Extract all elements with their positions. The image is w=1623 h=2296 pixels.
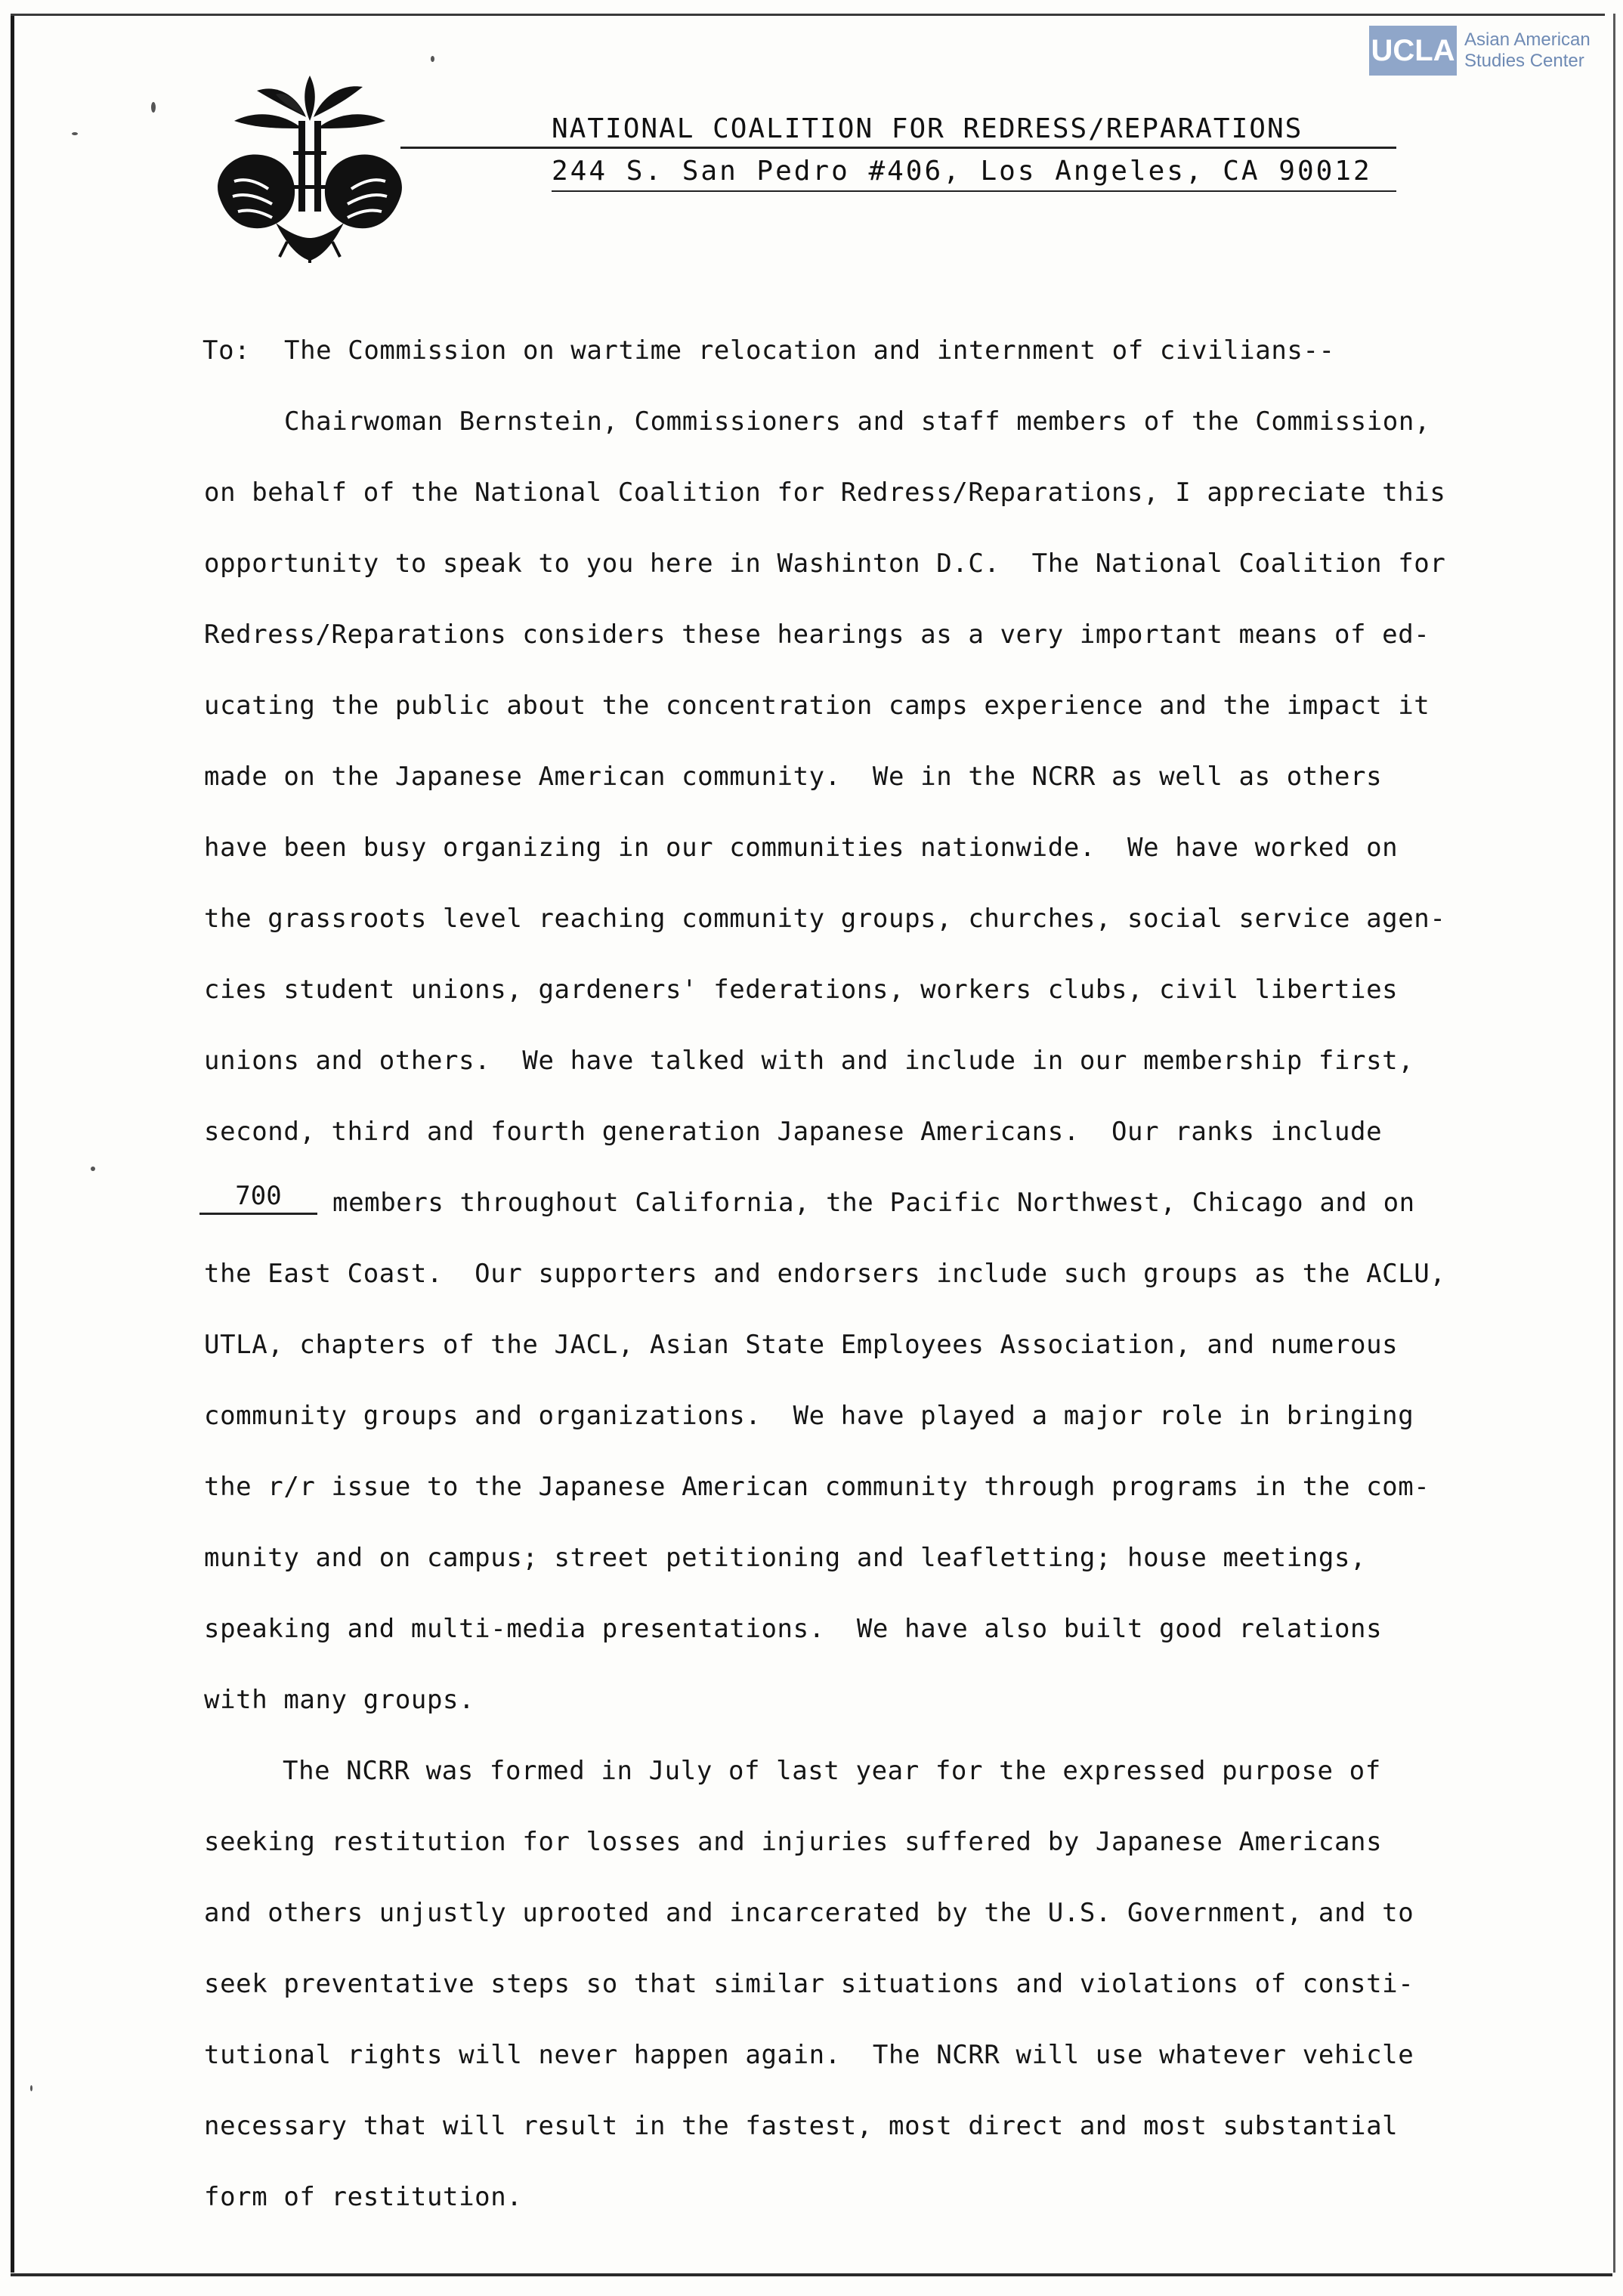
text-line: second, third and fourth generation Japanese Americans. Our ranks include — [204, 1117, 1383, 1147]
text-line: the East Coast. Our supporters and endorsers include such groups as the ACLU, — [204, 1259, 1446, 1289]
text-line: necessary that will result in the fastest, most direct and most substantial — [204, 2111, 1399, 2141]
letterhead-rule — [400, 147, 1396, 149]
text-line: seek preventative steps so that similar situations and violations of consti- — [204, 1969, 1414, 1999]
text-line: Chairwoman Bernstein, Commissioners and staff members of the Commission, — [284, 406, 1431, 437]
text-line: made on the Japanese American community. We in the NCRR as well as others — [204, 762, 1383, 792]
organization-address: 244 S. San Pedro #406, Los Angeles, CA 90012 — [552, 156, 1372, 187]
text-line: seeking restitution for losses and injuries suffered by Japanese Americans — [204, 1827, 1383, 1857]
paper-mark — [72, 132, 78, 135]
ucla-logo: UCLA — [1369, 26, 1457, 76]
text-line: The Commission on wartime relocation and internment of civilians-- — [284, 335, 1335, 366]
text-line: cies student unions, gardeners' federations, workers clubs, civil liberties — [204, 975, 1399, 1005]
page-edge-bottom — [11, 2273, 1612, 2276]
address-underline — [552, 190, 1396, 192]
text-line: munity and on campus; street petitioning and leafletting; house meetings, — [204, 1543, 1367, 1573]
paper-mark — [431, 56, 434, 62]
page-edge-left — [11, 14, 14, 2273]
text-line: the r/r issue to the Japanese American community through programs in the com- — [204, 1472, 1430, 1502]
text-line: community groups and organizations. We have played a major role in bringing — [204, 1401, 1414, 1431]
text-line: on behalf of the National Coalition for Redress/Reparations, I appreciate this — [204, 477, 1446, 508]
text-line: ucating the public about the concentration camps experience and the impact it — [204, 691, 1430, 721]
paper-mark — [30, 2085, 32, 2091]
text-line: tutional rights will never happen again. The NCRR will use whatever vehicle — [204, 2040, 1414, 2070]
ucla-aasc-badge — [1369, 26, 1609, 76]
bamboo-hands-logo-icon — [204, 68, 416, 264]
text-line: have been busy organizing in our communities nationwide. We have worked on — [204, 833, 1399, 863]
text-line: members throughout California, the Pacific Northwest, Chicago and on — [332, 1188, 1415, 1218]
text-line: the grassroots level reaching community groups, churches, social service agen- — [204, 904, 1446, 934]
text-line: and others unjustly uprooted and incarcerated by the U.S. Government, and to — [204, 1898, 1414, 1928]
text-line: Redress/Reparations considers these hearings as a very important means of ed- — [204, 620, 1430, 650]
member-count-field: 700 — [199, 1181, 317, 1215]
text-line: UTLA, chapters of the JACL, Asian State Employees Association, and numerous — [204, 1330, 1399, 1360]
paper-mark — [91, 1167, 95, 1171]
text-line: opportunity to speak to you here in Washinton D.C. The National Coalition for — [204, 549, 1446, 579]
badge-line-1: Asian American — [1464, 29, 1591, 50]
text-line: with many groups. — [204, 1685, 475, 1715]
paper-mark — [151, 102, 156, 113]
text-line: form of restitution. — [204, 2182, 523, 2212]
badge-caption — [1464, 26, 1591, 76]
salutation-label: To: — [202, 335, 251, 366]
text-line: speaking and multi-media presentations. We have also built good relations — [204, 1614, 1383, 1644]
organization-name: NATIONAL COALITION FOR REDRESS/REPARATIONS — [552, 113, 1303, 144]
text-line: The NCRR was formed in July of last year for the expressed purpose of — [283, 1756, 1381, 1786]
badge-line-2: Studies Center — [1464, 51, 1584, 71]
page-edge-top — [11, 14, 1605, 16]
page-edge-right — [1613, 14, 1615, 2273]
text-line: unions and others. We have talked with and include in our membership first, — [204, 1046, 1414, 1076]
